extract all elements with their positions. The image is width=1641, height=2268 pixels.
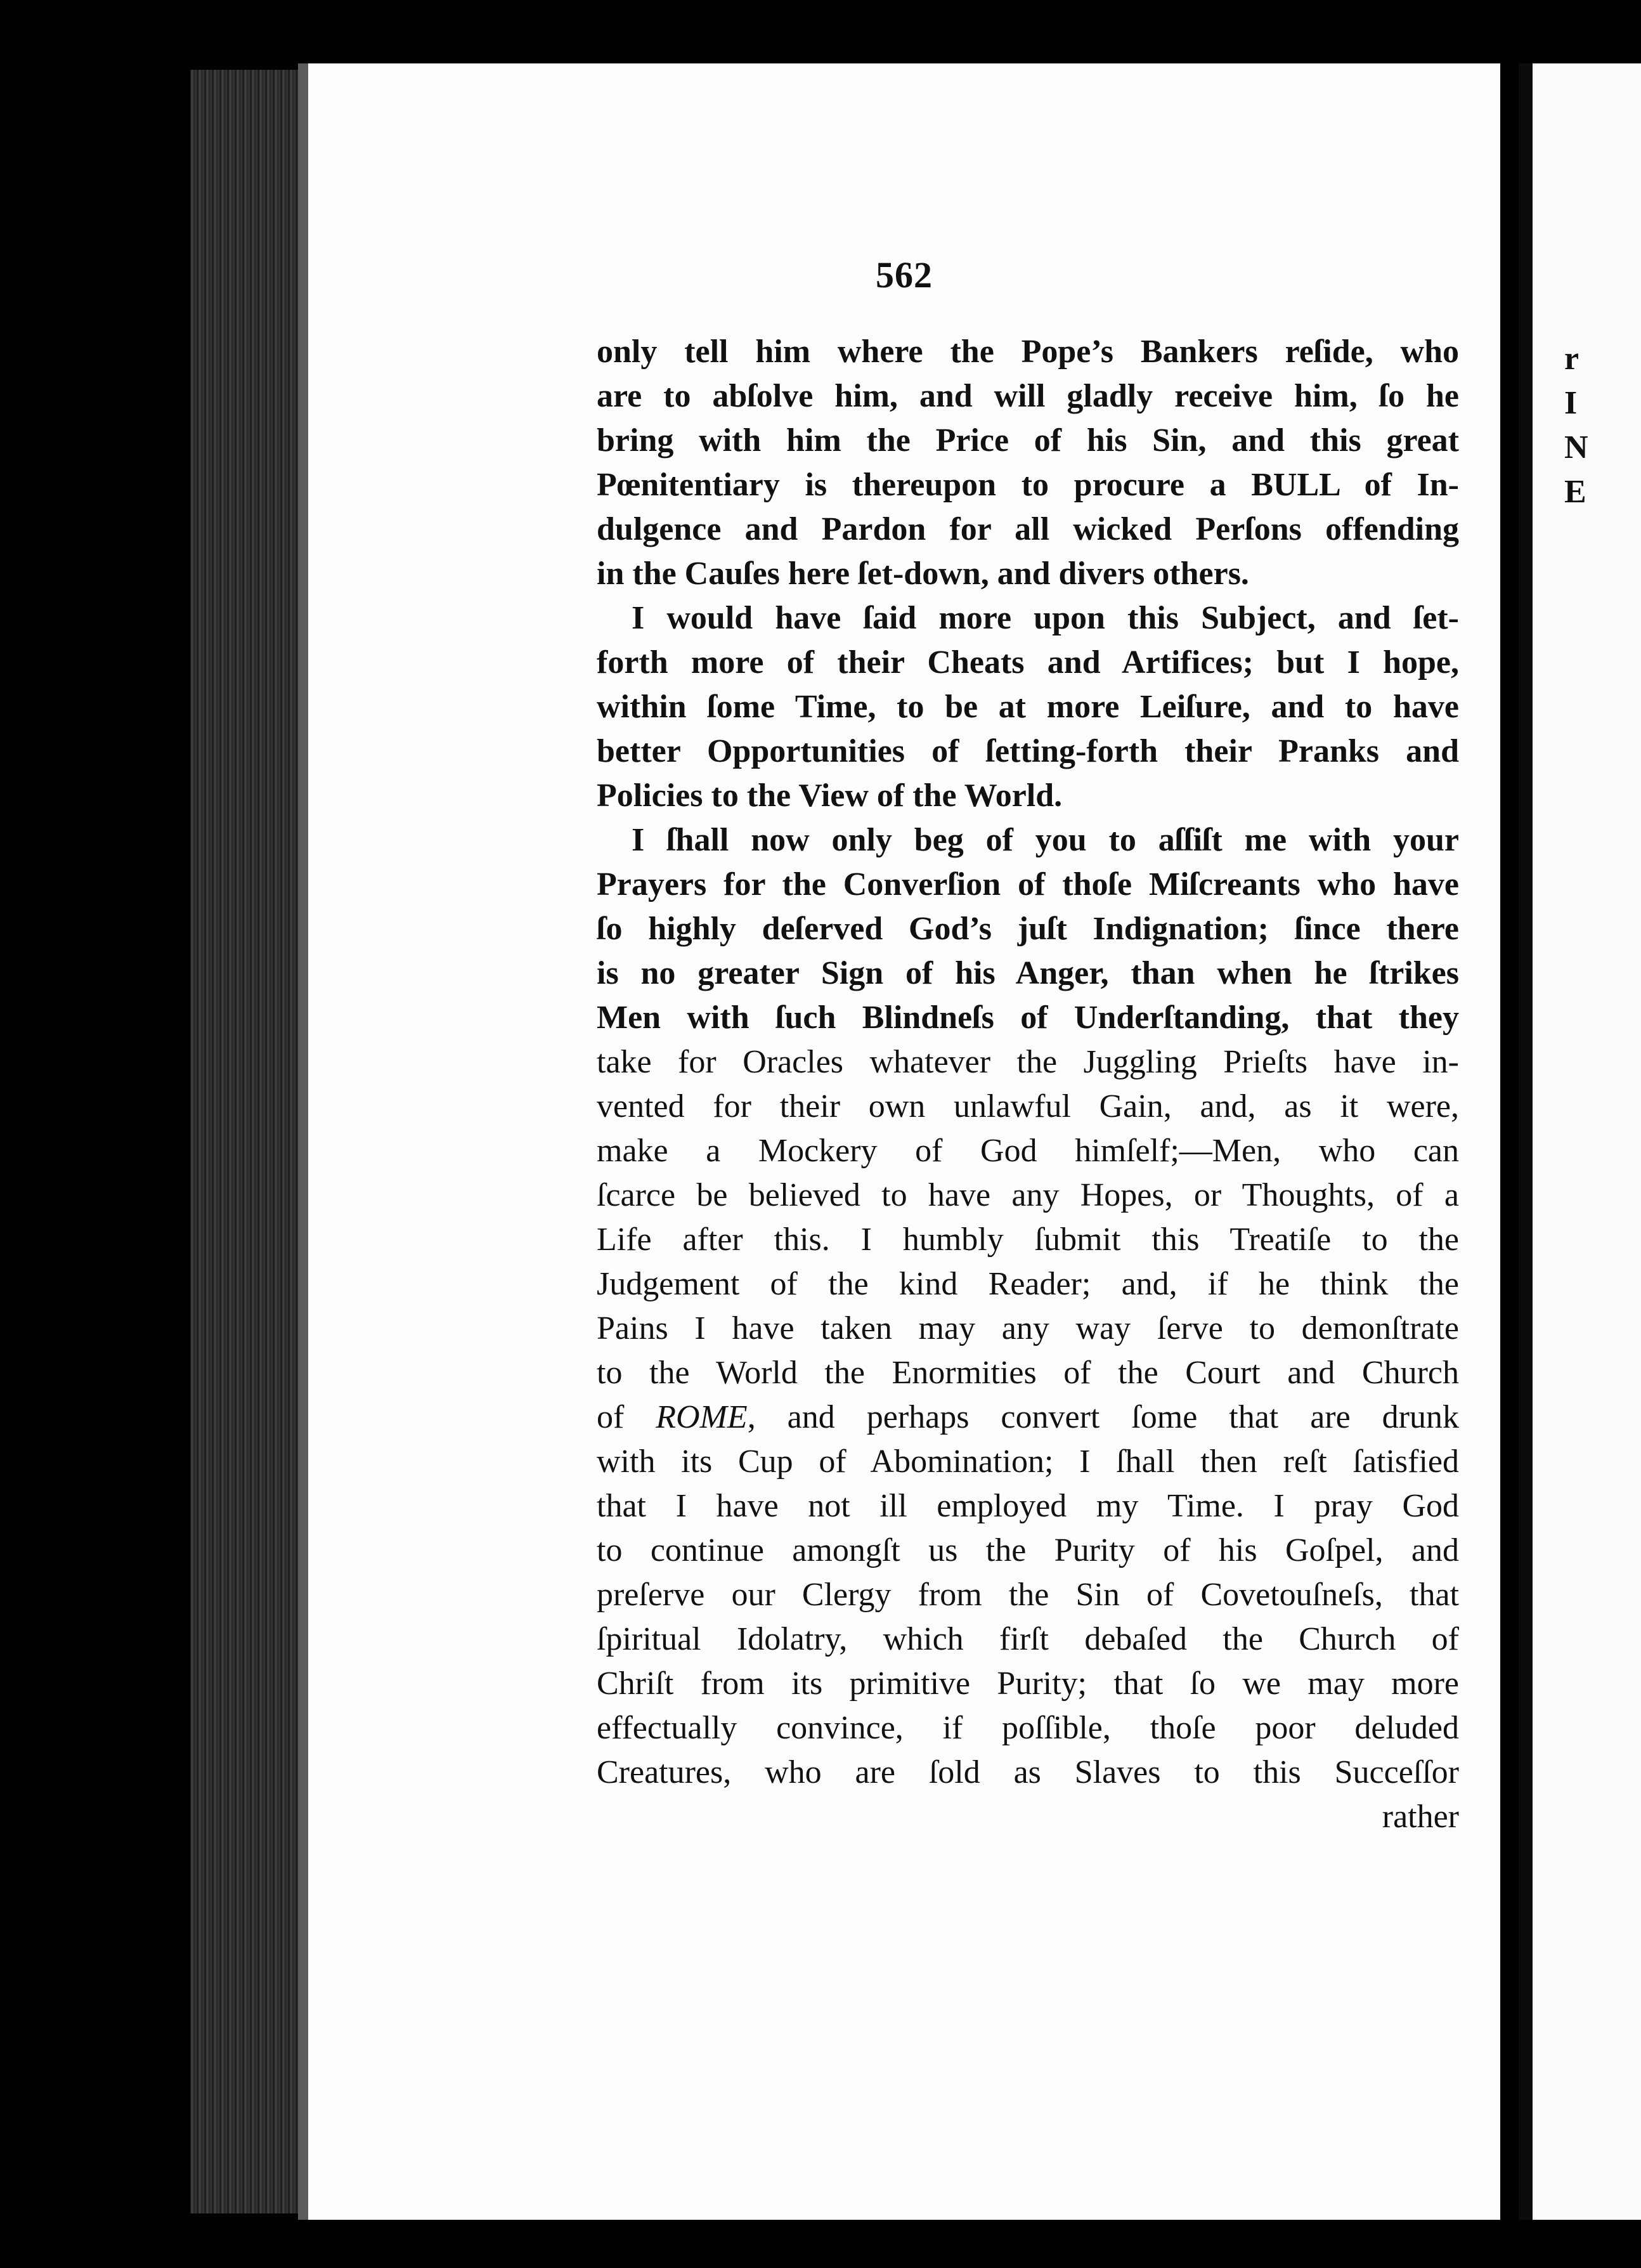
next-page-fragment: E (1564, 474, 1586, 510)
text-line: with its Cup of Abomination; I ſhall then reſt ſatisfied (597, 1444, 1459, 1480)
text-line: Men with ſuch Blindneſs of Underſtanding, that they (597, 1000, 1459, 1036)
text-line: to the World the Enormities of the Court and Church (597, 1355, 1459, 1391)
text-line: Creatures, who are ſold as Slaves to this Succeſſor (597, 1754, 1459, 1790)
next-page-fragment: r (1564, 341, 1579, 377)
text-line: forth more of their Cheats and Artifices; but I hope, (597, 644, 1459, 681)
text-line: I ſhall now only beg of you to aſſiſt me with your (632, 822, 1459, 858)
italic-rome: ROME (656, 1399, 748, 1435)
text-line: within ſome Time, to be at more Leiſure, and to have (597, 689, 1459, 725)
text-line: Pains I have taken may any way ſerve to demonſtrate (597, 1310, 1459, 1346)
text-line: ſcarce be believed to have any Hopes, or Thoughts, of a (597, 1177, 1459, 1213)
text-line: ſo highly deſerved God’s juſt Indignation; ſince there (597, 911, 1459, 947)
text-line: take for Oracles whatever the Juggling Prieſts have in- (597, 1044, 1459, 1080)
text-line: vented for their own unlawful Gain, and, as it were, (597, 1088, 1459, 1124)
text-line: only tell him where the Pope’s Bankers reſide, who (597, 334, 1459, 370)
text-line: Judgement of the kind Reader; and, if he think the (597, 1266, 1459, 1302)
text-line: dulgence and Pardon for all wicked Perſons offending (597, 511, 1459, 547)
text-line: Prayers for the Converſion of thoſe Miſcreants who have (597, 866, 1459, 903)
text-line: Policies to the View of the World. (597, 778, 1063, 814)
next-page-edge (1519, 63, 1641, 2220)
text-line: effectually convince, if poſſible, thoſe poor deluded (597, 1710, 1459, 1746)
text-line: preſerve our Clergy from the Sin of Covetouſneſs, that (597, 1577, 1459, 1613)
text-line: Pœnitentiary is thereupon to procure a BULL of In- (597, 467, 1459, 503)
next-page-fragment: N (1564, 429, 1588, 466)
text-line: of ROME, and perhaps convert ſome that are drunk (597, 1399, 1459, 1435)
text-line: to continue amongſt us the Purity of his Goſpel, and (597, 1532, 1459, 1568)
text-line: is no greater Sign of his Anger, than when he ſtrikes (597, 955, 1459, 991)
text-line: bring with him the Price of his Sin, and this great (597, 422, 1459, 459)
text-line: better Opportunities of ſetting-forth their Pranks and (597, 733, 1459, 769)
page-text (597, 330, 1459, 1839)
text-line: Chriſt from its primitive Purity; that ſo we may more (597, 1665, 1459, 1702)
next-page-fragment: I (1564, 385, 1578, 421)
text-line: make a Mockery of God himſelf;—Men, who can (597, 1133, 1459, 1169)
text-line: Life after this. I humbly ſubmit this Treatiſe to the (597, 1222, 1459, 1258)
page-number: 562 (876, 254, 933, 296)
text-line: ſpiritual Idolatry, which firſt debaſed the Church of (597, 1621, 1459, 1657)
page-edge (298, 63, 308, 2220)
book-page (308, 63, 1500, 2220)
text-line: in the Cauſes here ſet-down, and divers others. (597, 556, 1249, 592)
text-line: that I have not ill employed my Time. I pray God (597, 1488, 1459, 1524)
catchword: rather (1382, 1799, 1459, 1835)
text-line: I would have ſaid more upon this Subject, and ſet- (632, 600, 1459, 636)
text-line: are to abſolve him, and will gladly receive him, ſo he (597, 378, 1459, 414)
